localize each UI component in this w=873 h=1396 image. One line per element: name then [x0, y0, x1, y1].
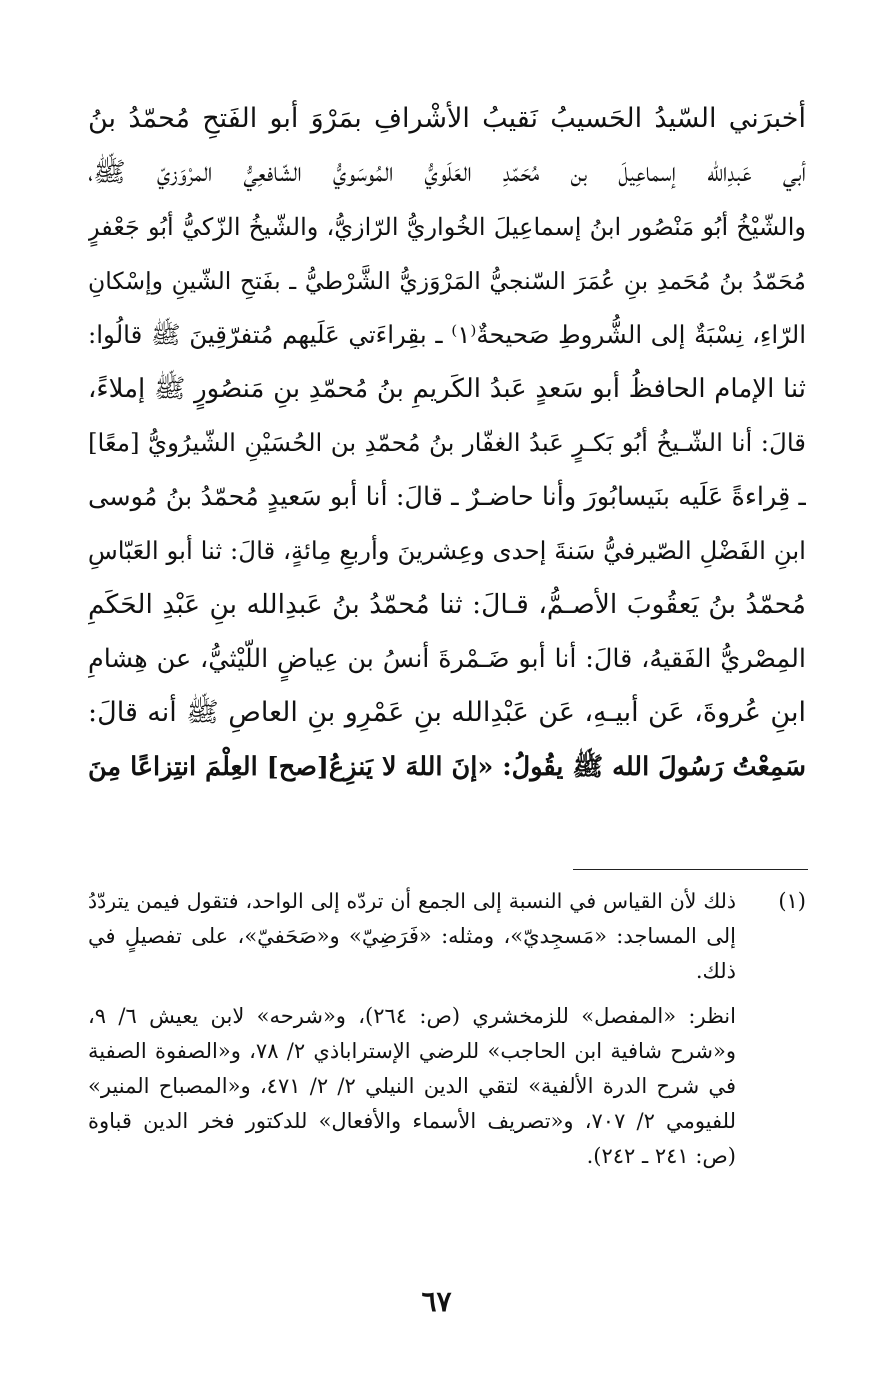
footnote-ref-line: (ص: ٢٤١ ـ ٢٤٢).: [586, 1144, 736, 1168]
main-text-block: [88, 92, 806, 794]
text-line: ابنِ الفَضْلِ الصّيرفيُّ سَنةَ إحدى وعِشرينَ وأربعِ مِائةٍ، قالَ: ثنا أبو العَبّاسِ: [88, 536, 806, 565]
footnote-ref-line: انظر: «المفصل» للزمخشري (ص: ٢٦٤)، و«شرحه» لابن يعيش ٦/ ٩،: [88, 1004, 736, 1028]
footnote-ref-line: و«شرح شافية ابن الحاجب» للرضي الإستراباذي ٢/ ٧٨، و«الصفوة الصفية: [88, 1039, 736, 1063]
footnotes-block: [88, 884, 806, 1174]
footnote-line: إلى المساجد: «مَسجِديّ»، ومثله: «فَرَضِيّ» و«صَحَفيّ»، على تفصيلٍ في: [88, 924, 736, 948]
text-line: قالَ: أنا الشّـيخُ أبُو بَكـرٍ عَبدُ الغفّار بنُ مُحمّدِ بن الحُسَيْنِ الشّيرُويُّ [معًا]: [88, 428, 806, 457]
footnote-ref-line: للفيومي ٢/ ٧٠٧، و«تصريف الأسماء والأفعال» للدكتور فخر الدين قباوة: [88, 1109, 736, 1133]
text-line: أبي عَبدِالله إسماعِيلَ بن مُحَمّدِ العَلَويُّ المُوسَويُّ الشّافعِيُّ المرْوَزيّ ﷺ،: [88, 157, 806, 188]
footnote-ref-line: في شرح الدرة الألفية» لتقي الدين النيلي ٢/ ٢/ ٤٧١، و«المصباح المنير»: [88, 1074, 736, 1098]
hadith-line: سَمِعْتُ رَسُولَ الله ﷺ يقُولُ: «إنَ اللهَ لا يَنزِعُ[صح] العِلْمَ انتِزاعًا مِنَ: [88, 752, 806, 782]
footnote-references: [88, 999, 736, 1174]
text-line: مُحمّدُ بنُ يَعقُوبَ الأصـمُّ، قـالَ: ثنا مُحمّدُ بنُ عَبدِالله بنِ عَبْدِ الحَكَمِ: [88, 589, 806, 620]
page-number: ٦٧: [421, 1285, 452, 1318]
text-line: والشّيْخُ أبُو مَنْصُور ابنُ إسماعِيلَ الخُواريُّ الرّازيُّ، والشّيخُ الزّكيُّ أبُو جَعْفرٍ: [88, 213, 806, 241]
text-line: أخبرَني السّيدُ الحَسيبُ نَقيبُ الأشْرافِ بمَرْوَ أبو الفَتحِ مُحمّدُ بنُ: [88, 103, 806, 134]
text-line: مُحَمّدُ بنُ مُحَمدِ بنِ عُمَرَ السّنجيُّ المَرْوَزيُّ الشَّرْطيُّ ـ بفَتحِ الشّينِ وإسْكانِ: [88, 267, 806, 295]
text-line: ثنا الإمام الحافظُ أبو سَعدٍ عَبدُ الكَريمِ بنُ مُحمّدِ بنِ مَنصُورٍ ﷺ إملاءً،: [88, 374, 806, 404]
footnote-1: [88, 884, 806, 1174]
footnote-line: ذلك لأن القياس في النسبة إلى الجمع أن تردّه إلى الواحد، فتقول فيمن يتردّدُ: [88, 889, 736, 913]
footnote-line: ذلك.: [695, 959, 736, 983]
footnote-text: [88, 884, 736, 989]
text-line: المِصْريُّ الفَقيهُ، قالَ: أنا أبو ضَـمْرةَ أنسُ بن عِياضٍ اللّيْثيُّ، عن هِشامِ: [88, 644, 806, 674]
footnote-number: (١): [778, 889, 806, 913]
footnote-separator: [573, 869, 808, 870]
text-line: ـ قِراءةً عَلَيه بنَيسابُورَ وأنا حاضـرٌ ـ قالَ: أنا أبو سَعيدٍ مُحمّدُ بنُ مُوسى: [88, 482, 806, 512]
text-line: الرّاءِ، نِسْبَةٌ إلى الشُّروطِ صَحيحةٌ⁽١⁾ ـ بقِراءَتي عَلَيهم مُتفرّقِينَ ﷺ قالُوا:: [88, 320, 806, 349]
text-line: ابنِ عُروةَ، عَن أبيـهِ، عَن عَبْدِالله بنِ عَمْرِو بنِ العاصِ ﷺ أنه قالَ:: [88, 697, 806, 728]
